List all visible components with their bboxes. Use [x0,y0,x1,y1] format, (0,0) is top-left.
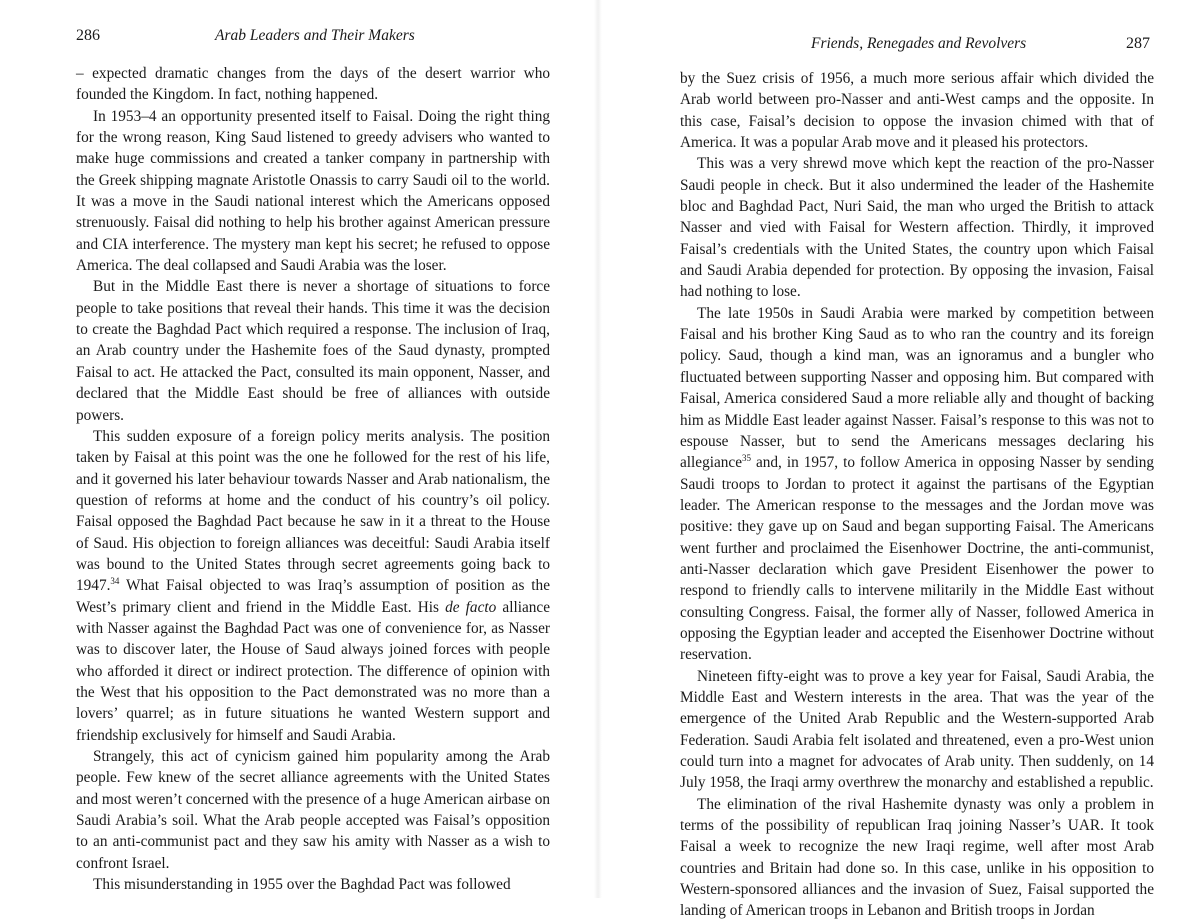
paragraph: – expected dramatic changes from the days of the desert warrior who founded the Kingdom. In fact, nothing happened. [76,65,550,104]
footnote-ref: 35 [742,453,751,464]
page-number: 287 [1126,35,1150,52]
page-number: 286 [76,27,100,44]
paragraph-text: and, in 1957, to follow America in opposing Nasser by sending Saudi troops to Jordan to protect it against the partisans of the Egyptian leader. The American response to the messages and the Jordan move was positive: they gave up on Saud and began supporting Faisal. The Americans went further and proclaimed the Eisenhower Doctrine, the anti-communist, anti-Nasser declaration which gave President Eisenhower the power to respond to friendly calls to intervene militarily in the Middle East without consulting Congress. Faisal, the former ally of Nasser, followed America in opposing the Egyptian leader and accepted the Eisenhower Doctrine without reservation. [680,454,1154,664]
footnote-ref: 34 [110,576,120,587]
paragraph: The elimination of the rival Hashemite dynasty was only a problem in terms of the possibility of republican Iraq joining Nasser’s UAR. It took Faisal a week to recognize the new Iraqi regime, well after most Arab countries and Britain had done so. In this case, unlike in his opposition to Western-sponsored alliances and the invasion of Suez, Faisal supported the landing of American troops in Lebanon and British troops in Jordan [680,795,1154,920]
running-title: Arab Leaders and Their Makers [215,27,415,44]
body-text [680,68,1154,922]
paragraph-text: This sudden exposure of a foreign policy merits analysis. The position taken by Faisal at this point was the one he followed for the rest of his life, and it governed his later behaviour towards Nasser and Arab nationalism, the question of reforms at home and the conduct of his country’s oil policy. Faisal opposed the Baghdad Pact because he saw in it a threat to the House of Saud. His objection to foreign alliances was deceitful: Saudi Arabia itself was bound to the United States through secret agreements going back to 1947. [76,427,550,595]
paragraph-text: The late 1950s in Saudi Arabia were marked by competition between Faisal and his brother King Saud as to who ran the country and its foreign policy. Saud, though a kind man, was an ignoramus and a bungler who fluctuated between supporting Nasser and opposing him. But compared with Faisal, America considered Saud a more reliable ally and thought of backing him as Middle East leader against Nasser. Faisal’s response to this was not to espouse Nasser, but to send the Americans messages declaring his allegiance [680,304,1154,472]
right-page [598,0,1195,920]
left-page [0,0,597,898]
paragraph-text: alliance with Nasser against the Baghdad Pact was one of convenience for, as Nasser was to discover later, the House of Saud always joined forces with people who afforded it direct or indirect protection. The difference of opinion with the West that his opposition to the Pact demonstrated was no more than a lovers’ quarrel; as in future situations he wanted Western support and friendship exclusively for himself and Saudi Arabia. [76,598,550,744]
paragraph: In 1953–4 an opportunity presented itself to Faisal. Doing the right thing for the wrong reason, King Saud listened to greedy advisers who wanted to make huge commissions and created a tanker company in partnership with the Greek shipping magnate Aristotle Onassis to carry Saudi oil to the world. It was a move in the Saudi national interest which the Americans opposed strenuously. Faisal did nothing to help his brother against American pressure and CIA interference. The mystery man kept his secret; he refused to oppose America. The deal collapsed and Saudi Arabia was the loser. [76,107,550,275]
paragraph: This was a very shrewd move which kept the reaction of the pro-Nasser Saudi people in check. But it also undermined the leader of the Hashemite bloc and Baghdad Pact, Nuri Said, the man who urged the British to attack Nasser and vied with Faisal for Western affection. Thirdly, it improved Faisal’s credentials with the United States, the country upon which Faisal and Saudi Arabia depended for protection. By opposing the invasion, Faisal had nothing to lose. [680,155,1154,301]
paragraph: But in the Middle East there is never a shortage of situations to force people to take positions that reveal their hands. This time it was the decision to create the Baghdad Pact which required a response. The inclusion of Iraq, an Arab country under the Hashemite foes of the Saud dynasty, prompted Faisal to act. He attacked the Pact, consulted its main opponent, Nasser, and declared that the Middle East should be free of alliances with outside powers. [76,278,550,424]
paragraph: by the Suez crisis of 1956, a much more serious affair which divided the Arab world between pro-Nasser and anti-West camps and the opposite. In this case, Faisal’s decision to oppose the invasion chimed with that of America. It was a popular Arab move and it pleased his protectors. [680,70,1154,152]
paragraph [76,426,550,746]
paragraph: This misunderstanding in 1955 over the Baghdad Pact was followed [93,876,511,894]
paragraph [680,303,1154,666]
paragraph: Strangely, this act of cynicism gained him popularity among the Arab people. Few knew of the secret alliance agreements with the United States and most weren’t concerned with the presence of a huge American airbase on Saudi Arabia’s soil. What the Arab people accepted was Faisal’s opposition to an anti-communist pact and they saw his amity with Nasser as a wish to confront Israel. [76,748,550,872]
running-title: Friends, Renegades and Revolvers [811,35,1027,52]
body-text [76,63,550,895]
italic-phrase: de facto [445,598,497,616]
paragraph: Nineteen fifty-eight was to prove a key year for Faisal, Saudi Arabia, the Middle East and Western interests in the area. That was the year of the emergence of the United Arab Republic and the Western-supported Arab Federation. Saudi Arabia felt isolated and threatened, even a pro-West union could turn into a magnet for advocates of Arab unity. Then suddenly, on 14 July 1958, the Iraqi army overthrew the monarchy and established a republic. [680,667,1154,792]
paragraph-text: What Faisal objected to was Iraq’s assumption of position as the West’s primary client and friend in the Middle East. His [76,577,550,616]
